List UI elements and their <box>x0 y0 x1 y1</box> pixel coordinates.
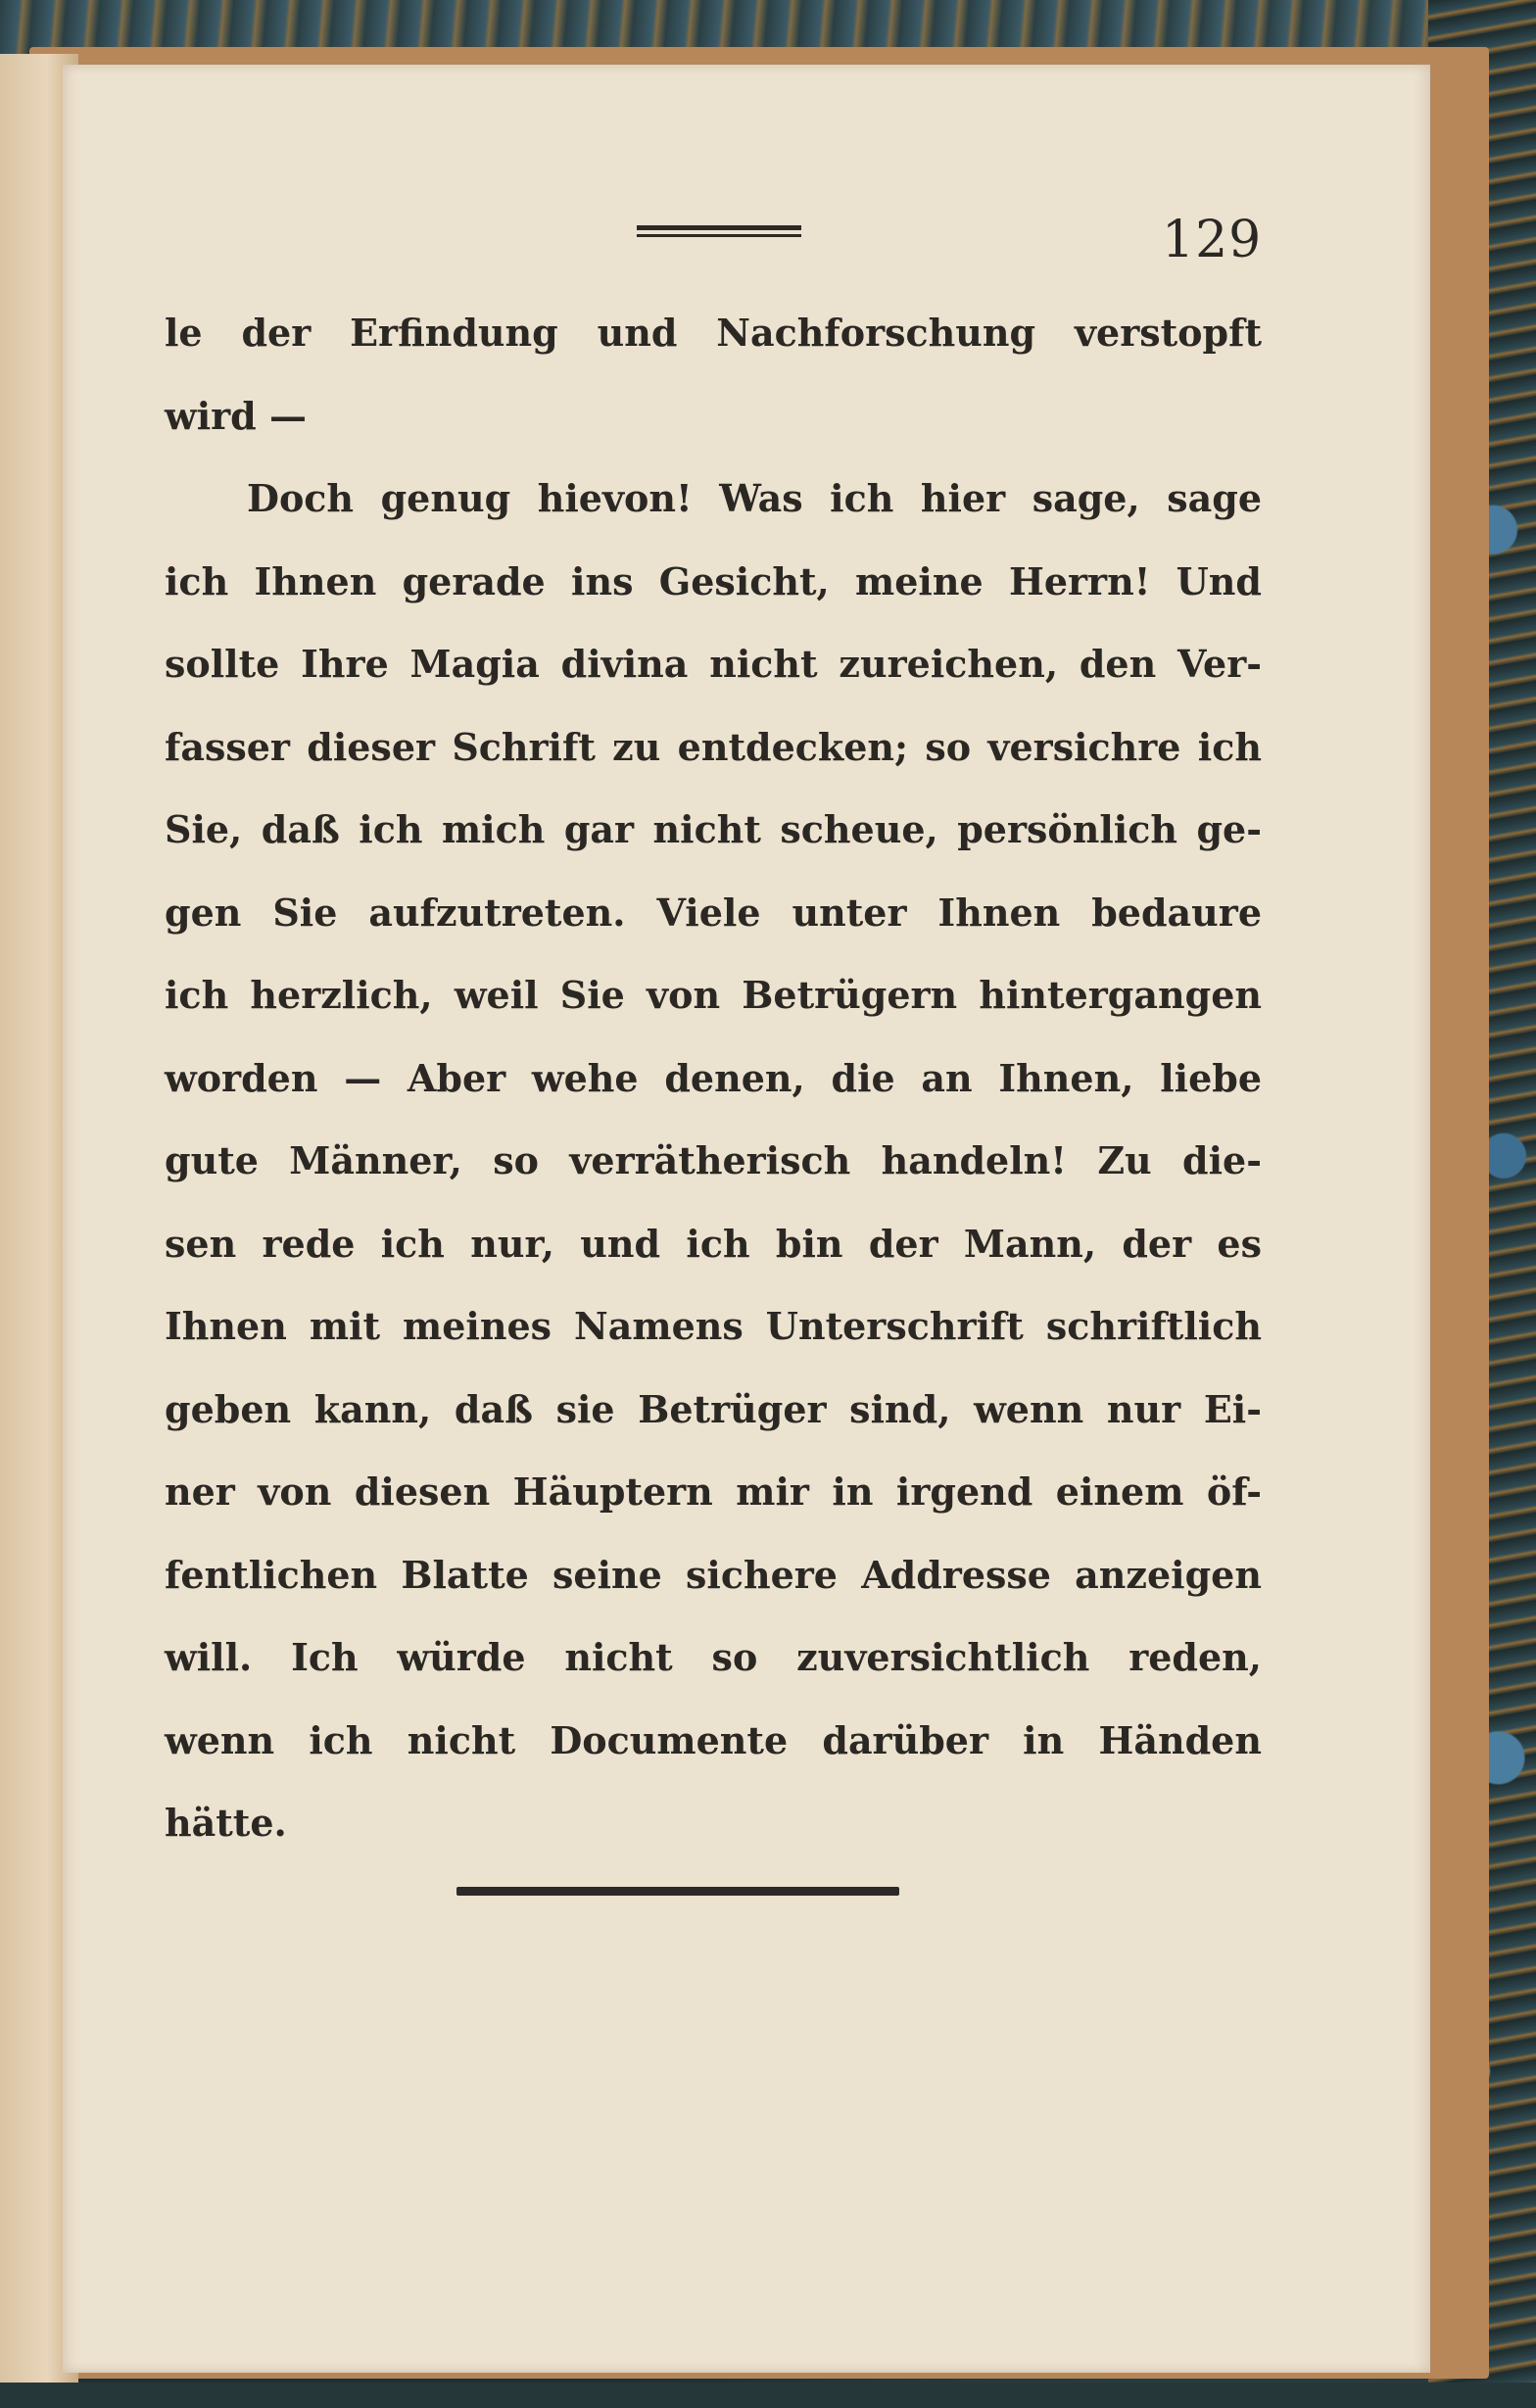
text-line: gute Männer, so verrätherisch handeln! Zu die- <box>165 1138 1262 1182</box>
closing-rule <box>456 1887 899 1896</box>
text-line: ich herzlich, weil Sie von Betrügern hintergangen <box>165 973 1262 1017</box>
page-text <box>165 292 1262 1865</box>
text-line: wenn ich nicht Documente darüber in Händen <box>165 1717 1262 1762</box>
text-line: will. Ich würde nicht so zuversichtlich reden, <box>165 1635 1262 1679</box>
text-line: geben kann, daß sie Betrüger sind, wenn nur Ei- <box>165 1386 1262 1431</box>
text-line: hätte. <box>165 1801 287 1845</box>
text-line: le der Erfindung und Nachforschung verstopft <box>165 311 1262 355</box>
text-line: worden — Aber wehe denen, die an Ihnen, liebe <box>165 1055 1262 1100</box>
text-line: Sie, daß ich mich gar nicht scheue, persönlich ge- <box>165 807 1262 851</box>
text-line: Ihnen mit meines Namens Unterschrift schriftlich <box>165 1304 1262 1348</box>
text-line: sen rede ich nur, und ich bin der Mann, der es <box>165 1221 1262 1266</box>
text-line: sollte Ihre Magia divina nicht zureichen, den Ver- <box>165 642 1262 686</box>
header-rule <box>637 225 801 237</box>
text-line: gen Sie aufzutreten. Viele unter Ihnen bedaure <box>165 890 1262 935</box>
text-line: Doch genug hievon! Was ich hier sage, sage <box>247 476 1262 520</box>
bottom-edge <box>0 2383 1536 2408</box>
text-line: wird — <box>165 393 307 438</box>
text-line: ich Ihnen gerade ins Gesicht, meine Herrn! Und <box>165 558 1262 603</box>
text-line: fasser dieser Schrift zu entdecken; so versichre ich <box>165 724 1262 769</box>
page-number: 129 <box>1162 211 1263 269</box>
text-line: ner von diesen Häuptern mir in irgend einem öf- <box>165 1469 1262 1514</box>
text-line: fentlichen Blatte seine sichere Addresse anzeigen <box>165 1552 1262 1597</box>
